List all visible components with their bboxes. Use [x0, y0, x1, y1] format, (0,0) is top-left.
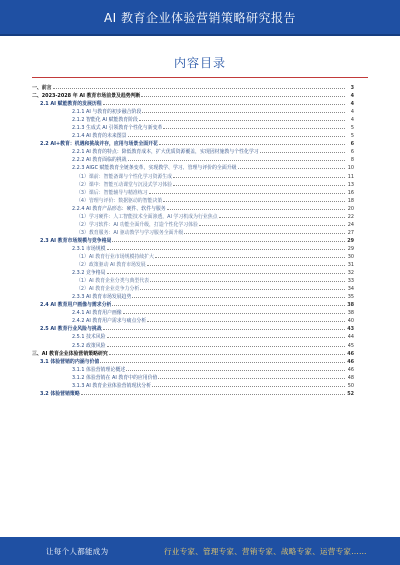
toc-entry[interactable]: [32, 148, 354, 156]
toc-entry-page: 38: [347, 302, 354, 309]
toc-entry-page: 30: [347, 253, 354, 260]
toc-leader-dots: [81, 394, 345, 395]
toc-entry[interactable]: [32, 333, 354, 341]
toc-leader-dots: [158, 378, 345, 379]
toc-leader-dots: [107, 337, 345, 338]
toc-entry[interactable]: [32, 221, 354, 229]
toc-leader-dots: [132, 297, 345, 298]
toc-entry-page: 44: [347, 334, 354, 341]
toc-leader-dots: [147, 265, 345, 266]
toc-entry[interactable]: [32, 92, 354, 100]
toc-entry-page: 52: [347, 390, 354, 397]
toc-entry[interactable]: [32, 84, 354, 92]
toc-entry-title: 2.1.1 AI 与教育的初步融合阶段: [72, 109, 142, 116]
toc-leader-dots: [107, 249, 345, 250]
toc-entry-page: 50: [347, 382, 354, 389]
toc-entry-title: 二、2023-2028 年 AI 教育市场前景及趋势判断: [32, 93, 141, 100]
toc-entry-title: （2）政策驱动 AI 教育市场发展: [76, 262, 146, 269]
toc-entry-page: 45: [347, 342, 354, 349]
toc-entry-page: 20: [347, 205, 354, 212]
toc-entry-page: 33: [347, 278, 354, 285]
toc-entry-page: 4: [350, 101, 354, 108]
toc-entry-title: 2.2.2 AI 教育面临的挑战: [72, 157, 127, 164]
toc-leader-dots: [107, 273, 345, 274]
toc-entry-page: 27: [347, 229, 354, 236]
toc-entry-page: 46: [347, 358, 354, 365]
toc-entry-title: 2.4.2 AI 教育用户需求与痛点分析: [72, 318, 147, 325]
toc-entry-title: 3.1 体验营销的内涵与价值: [40, 358, 100, 365]
toc-entry-page: 48: [347, 374, 354, 381]
toc-entry[interactable]: [32, 205, 354, 213]
toc-entry-title: （3）教育服务：AI 驱动教学与学习服务全面升级: [76, 229, 184, 236]
toc-entry[interactable]: [32, 293, 354, 301]
toc-entry-title: 3.1.2 体验营销在 AI 教育中的应用价值: [72, 374, 158, 381]
toc-leader-dots: [107, 346, 345, 347]
footer-expert-list: 行业专家、管理专家、营销专家、战略专家、运营专家……: [164, 546, 367, 556]
toc-entry[interactable]: [32, 317, 354, 325]
toc-entry-page: 5: [350, 133, 354, 140]
report-title: AI 教育企业体验营销策略研究报告: [103, 10, 297, 25]
toc-leader-dots: [112, 241, 345, 242]
toc-entry[interactable]: [32, 197, 354, 205]
toc-entry-title: （2）课中：智能互动课堂与沉浸式学习体验: [76, 181, 173, 188]
toc-entry-title: 2.2.4 AI 教育产品形态：硬件、软件与服务: [72, 205, 166, 212]
toc-entry[interactable]: [32, 309, 354, 317]
toc-entry-title: 2.1.2 智能化 AI 赋能教育阶段: [72, 117, 138, 124]
toc-leader-dots: [163, 128, 345, 129]
toc-leader-dots: [100, 362, 345, 363]
table-of-contents: [32, 84, 354, 398]
toc-entry-title: 三、AI 教育企业体验营销策略研究: [32, 350, 108, 357]
toc-entry-page: 35: [347, 294, 354, 301]
toc-leader-dots: [219, 217, 345, 218]
toc-entry-title: （1）学习硬件：人工智能技术全面渗透，AI 学习机成为行业焦点: [76, 213, 218, 220]
toc-entry-page: 10: [347, 165, 354, 172]
toc-entry-page: 40: [347, 318, 354, 325]
toc-leader-dots: [103, 104, 345, 105]
toc-entry[interactable]: [32, 181, 354, 189]
toc-entry-page: 46: [347, 366, 354, 373]
toc-entry-title: 2.3.3 AI 教育市场发展趋势: [72, 294, 132, 301]
toc-entry[interactable]: [32, 213, 354, 221]
toc-entry[interactable]: [32, 277, 354, 285]
toc-entry-page: 24: [347, 221, 354, 228]
toc-entry[interactable]: [32, 189, 354, 197]
toc-leader-dots: [128, 160, 345, 161]
toc-entry-page: 13: [347, 181, 354, 188]
toc-entry-title: 2.5.2 政策风险: [72, 342, 106, 349]
toc-leader-dots: [163, 201, 345, 202]
toc-leader-dots: [199, 225, 345, 226]
toc-entry-page: 43: [347, 326, 354, 333]
report-footer-bar: [0, 537, 400, 565]
toc-entry[interactable]: [32, 358, 354, 366]
toc-entry-page: 29: [347, 237, 354, 244]
toc-entry-title: （1）AI 教育行业市场规模持续扩大: [76, 253, 154, 260]
toc-entry[interactable]: [32, 237, 354, 245]
toc-entry-title: （2）学习软件：AI 功能全面升级，打造个性化学习体验: [76, 221, 198, 228]
toc-divider: [32, 77, 368, 78]
toc-entry-title: 2.4.1 AI 教育用户画像: [72, 310, 122, 317]
toc-leader-dots: [238, 168, 346, 169]
toc-entry-title: 2.1.3 生成式 AI 引领教育个性化与新变革: [72, 125, 163, 132]
toc-entry-title: （1）课前：智能备课与个性化学习资源生成: [76, 173, 173, 180]
toc-entry[interactable]: [32, 269, 354, 277]
toc-entry-page: 4: [350, 109, 354, 116]
toc-entry-page: 6: [350, 149, 354, 156]
toc-entry-title: 3.1.1 体验营销理论概述: [72, 366, 126, 373]
toc-leader-dots: [53, 88, 345, 89]
toc-leader-dots: [260, 152, 345, 153]
toc-entry-title: 2.1 AI 赋能教育的发展历程: [40, 101, 102, 108]
toc-entry-page: 34: [347, 286, 354, 293]
toc-leader-dots: [139, 120, 345, 121]
toc-entry-page: 32: [347, 270, 354, 277]
toc-entry-page: 16: [347, 189, 354, 196]
toc-entry[interactable]: [32, 325, 354, 333]
toc-entry[interactable]: [32, 374, 354, 382]
toc-entry-page: 46: [347, 350, 354, 357]
toc-entry-page: 6: [350, 141, 354, 148]
toc-leader-dots: [155, 257, 345, 258]
toc-entry-page: 18: [347, 197, 354, 204]
toc-leader-dots: [184, 233, 345, 234]
toc-leader-dots: [150, 281, 345, 282]
toc-entry[interactable]: [32, 116, 354, 124]
toc-entry[interactable]: [32, 390, 354, 398]
toc-entry-page: 8: [350, 157, 354, 164]
toc-entry-title: 2.2.3 AIGC 赋能教育全链条变革，实现教学、学习、管理与评价的全面升级: [72, 165, 237, 172]
toc-leader-dots: [141, 96, 345, 97]
toc-entry-title: （2）AI 教育企业竞争力分析: [76, 286, 140, 293]
toc-entry-page: 11: [347, 173, 354, 180]
toc-leader-dots: [142, 112, 345, 113]
toc-entry-title: 2.3.2 竞争格局: [72, 270, 106, 277]
toc-leader-dots: [109, 354, 345, 355]
toc-leader-dots: [140, 289, 345, 290]
toc-entry-title: 2.5.1 技术风险: [72, 334, 106, 341]
toc-entry[interactable]: [32, 140, 354, 148]
toc-entry[interactable]: [32, 382, 354, 390]
toc-entry-page: 22: [347, 213, 354, 220]
toc-entry-title: （1）AI 教育企业分类与典型代表: [76, 278, 150, 285]
toc-entry-title: 2.3 AI 教育市场规模与竞争格局: [40, 237, 112, 244]
toc-entry-title: 2.4 AI 教育用户画像与需求分析: [40, 302, 112, 309]
toc-leader-dots: [152, 386, 345, 387]
toc-leader-dots: [128, 136, 345, 137]
toc-entry[interactable]: [32, 245, 354, 253]
toc-entry-page: 4: [350, 117, 354, 124]
toc-leader-dots: [147, 321, 345, 322]
toc-entry-title: 2.2 AI+教育：机遇和挑战并存，应用与场景全面开花: [40, 141, 158, 148]
toc-entry-page: 29: [347, 245, 354, 252]
toc-leader-dots: [149, 193, 345, 194]
toc-leader-dots: [103, 329, 345, 330]
toc-entry[interactable]: [32, 100, 354, 108]
toc-leader-dots: [173, 185, 345, 186]
toc-entry[interactable]: [32, 261, 354, 269]
toc-entry[interactable]: [32, 108, 354, 116]
toc-entry[interactable]: [32, 253, 354, 261]
toc-entry[interactable]: [32, 342, 354, 350]
toc-leader-dots: [112, 305, 345, 306]
toc-entry[interactable]: [32, 156, 354, 164]
toc-entry[interactable]: [32, 173, 354, 181]
toc-entry[interactable]: [32, 350, 354, 358]
toc-entry[interactable]: [32, 132, 354, 140]
toc-leader-dots: [159, 144, 345, 145]
toc-entry-page: 38: [347, 310, 354, 317]
toc-entry-title: 2.3.1 市场规模: [72, 245, 106, 252]
toc-entry-title: 2.5 AI 教育行业风险与挑战: [40, 326, 102, 333]
toc-leader-dots: [126, 370, 345, 371]
toc-entry[interactable]: [32, 366, 354, 374]
toc-entry-page: 31: [347, 262, 354, 269]
toc-entry-title: 一、前言: [32, 85, 52, 91]
toc-entry-page: 5: [350, 125, 354, 132]
toc-entry-title: 3.1.3 AI 教育企业体验营销现状分析: [72, 382, 152, 389]
toc-entry[interactable]: [32, 285, 354, 293]
toc-entry-title: （4）管理与评价：数据驱动的智能决策: [76, 197, 163, 204]
toc-heading: 内容目录: [173, 56, 226, 70]
toc-entry-page: 4: [350, 93, 354, 100]
toc-leader-dots: [173, 177, 345, 178]
toc-entry-title: （3）课后：智能辅导与精准练习: [76, 189, 148, 196]
toc-entry[interactable]: [32, 229, 354, 237]
toc-leader-dots: [123, 313, 345, 314]
toc-entry-title: 3.2 体验营销策略: [40, 390, 80, 397]
toc-entry-page: 3: [350, 85, 354, 91]
toc-entry-title: 2.1.4 AI 教育的未来图景: [72, 133, 127, 140]
toc-leader-dots: [167, 209, 345, 210]
report-header-bar: [0, 0, 400, 36]
toc-entry[interactable]: [32, 301, 354, 309]
toc-entry[interactable]: [32, 164, 354, 172]
toc-entry[interactable]: [32, 124, 354, 132]
footer-slogan: 让每个人都能成为: [46, 546, 109, 556]
toc-entry-title: 2.2.1 AI 教育的特点：降低教育成本，扩大优质资源覆盖，实现因材施教与个性化学习: [72, 149, 259, 156]
